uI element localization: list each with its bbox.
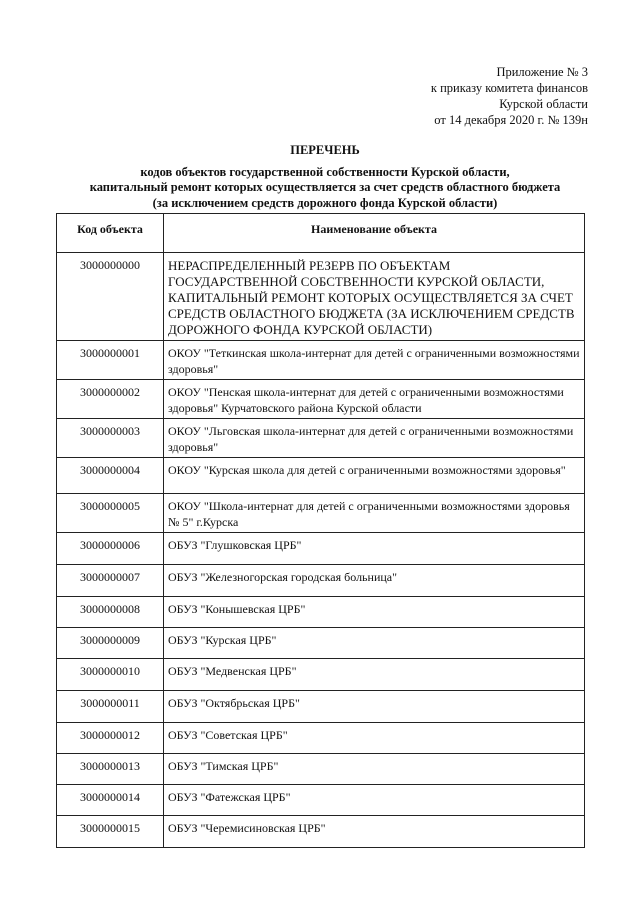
object-code: 3000000015	[57, 816, 164, 848]
table-row	[57, 533, 585, 565]
table-row	[57, 565, 585, 597]
object-name: ОКОУ "Школа-интернат для детей с ограниченными возможностями здоровья № 5" г.Курска	[164, 494, 585, 533]
document-title: ПЕРЕЧЕНЬ	[290, 143, 360, 157]
object-name: ОБУЗ "Курская ЦРБ"	[164, 628, 585, 659]
object-code: 3000000009	[57, 628, 164, 659]
object-code: 3000000012	[57, 723, 164, 754]
object-name: ОБУЗ "Глушковская ЦРБ"	[164, 533, 585, 565]
object-code: 3000000000	[57, 253, 164, 341]
object-code: 3000000001	[57, 341, 164, 380]
object-name: ОКОУ "Теткинская школа-интернат для детей с ограниченными возможностями здоровья"	[164, 341, 585, 380]
object-code: 3000000013	[57, 754, 164, 785]
table-row	[57, 754, 585, 785]
header-name: Наименование объекта	[164, 214, 585, 253]
table-row	[57, 419, 585, 458]
object-code: 3000000007	[57, 565, 164, 597]
table-row	[57, 816, 585, 848]
object-code: 3000000006	[57, 533, 164, 565]
annex-line-2: к приказу комитета финансов	[430, 81, 588, 95]
heading-line-3: (за исключением средств дорожного фонда Курской области)	[152, 195, 498, 210]
object-code: 3000000003	[57, 419, 164, 458]
object-code: 3000000010	[57, 659, 164, 691]
objects-table	[56, 213, 585, 848]
object-name: ОБУЗ "Октябрьская ЦРБ"	[164, 691, 585, 723]
table-row	[57, 494, 585, 533]
table-row	[57, 458, 585, 494]
table-row	[57, 341, 585, 380]
header-code: Код объекта	[57, 214, 164, 253]
annex-line-4: от 14 декабря 2020 г. № 139н	[434, 113, 588, 127]
object-code: 3000000008	[57, 597, 164, 628]
table-row	[57, 659, 585, 691]
object-name: ОБУЗ "Конышевская ЦРБ"	[164, 597, 585, 628]
annex-line-1: Приложение № 3	[496, 65, 588, 79]
object-name: ОБУЗ "Фатежская ЦРБ"	[164, 785, 585, 816]
object-code: 3000000011	[57, 691, 164, 723]
table-row	[57, 380, 585, 419]
object-code: 3000000002	[57, 380, 164, 419]
annex-block	[348, 64, 588, 128]
table-row	[57, 723, 585, 754]
heading-line-1: кодов объектов государственной собственности Курской области,	[140, 164, 510, 179]
table-row	[57, 691, 585, 723]
object-name: ОБУЗ "Черемисиновская ЦРБ"	[164, 816, 585, 848]
document-heading	[40, 143, 610, 211]
object-code: 3000000004	[57, 458, 164, 494]
object-name: ОКОУ "Курская школа для детей с ограниченными возможностями здоровья"	[164, 458, 585, 494]
object-name: ОБУЗ "Железногорская городская больница"	[164, 565, 585, 597]
table-row	[57, 253, 585, 341]
table-row	[57, 628, 585, 659]
object-name: ОКОУ "Льговская школа-интернат для детей с ограниченными возможностями здоровья"	[164, 419, 585, 458]
annex-line-3: Курской области	[499, 97, 588, 111]
object-name: ОКОУ "Пенская школа-интернат для детей с ограниченными возможностями здоровья" Курчатовского района Курской области	[164, 380, 585, 419]
object-name: НЕРАСПРЕДЕЛЕННЫЙ РЕЗЕРВ ПО ОБЪЕКТАМ ГОСУДАРСТВЕННОЙ СОБСТВЕННОСТИ КУРСКОЙ ОБЛАСТИ, КАПИТАЛЬНЫЙ РЕМОНТ КОТОРЫХ ОСУЩЕСТВЛЯЕТСЯ ЗА СЧЕТ СРЕДСТВ ОБЛАСТНОГО БЮДЖЕТА (ЗА ИСКЛЮЧЕНИЕМ СРЕДСТВ ДОРОЖНОГО ФОНДА КУРСКОЙ ОБЛАСТИ)	[164, 253, 585, 341]
table-header-row	[57, 214, 585, 253]
object-code: 3000000005	[57, 494, 164, 533]
table-row	[57, 597, 585, 628]
table-row	[57, 785, 585, 816]
object-name: ОБУЗ "Медвенская ЦРБ"	[164, 659, 585, 691]
object-code: 3000000014	[57, 785, 164, 816]
object-name: ОБУЗ "Тимская ЦРБ"	[164, 754, 585, 785]
object-name: ОБУЗ "Советская ЦРБ"	[164, 723, 585, 754]
heading-line-2: капитальный ремонт которых осуществляется за счет средств областного бюджета	[89, 180, 561, 194]
